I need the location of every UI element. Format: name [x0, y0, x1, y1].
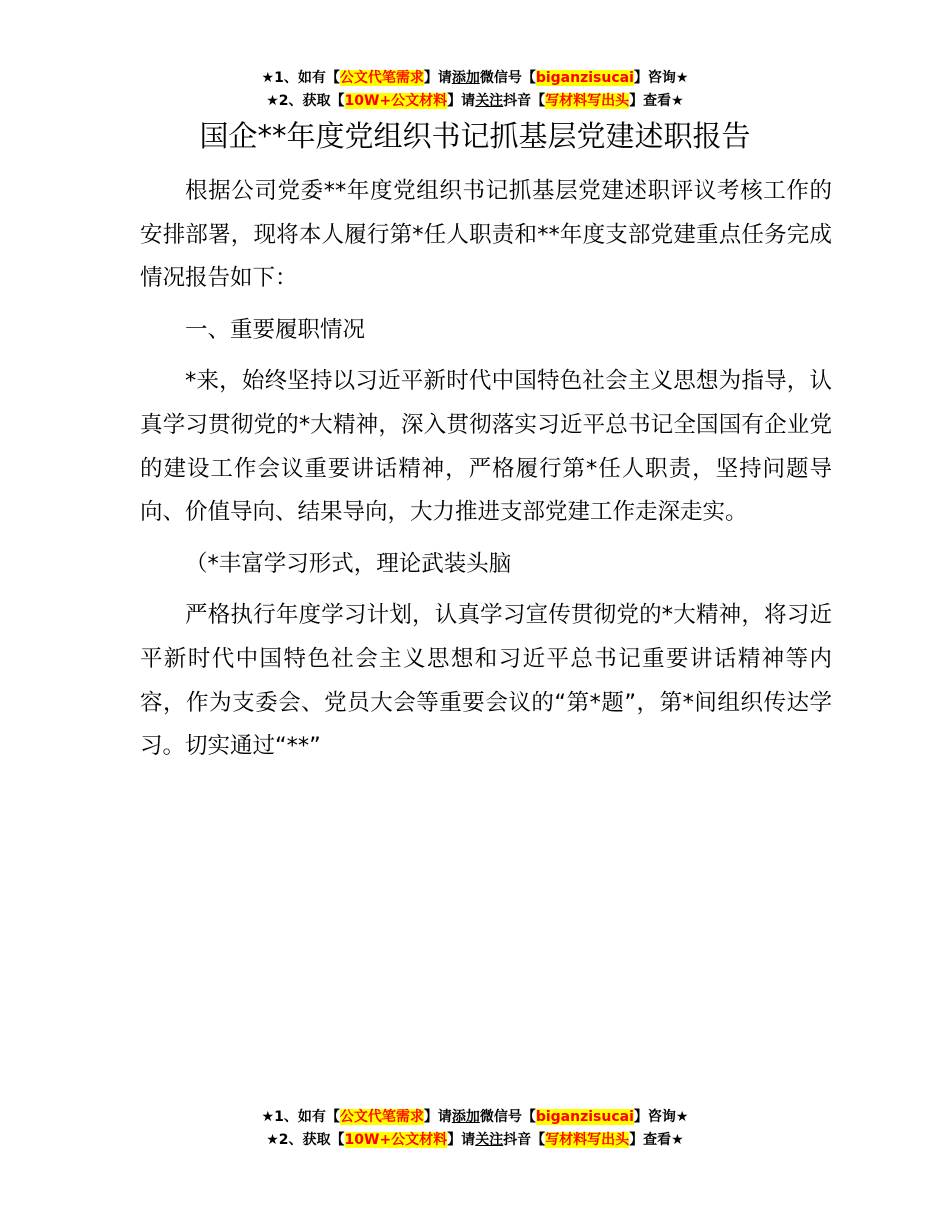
subsection-heading: （*丰富学习形式，理论武装头脑: [185, 550, 512, 577]
banner-highlight: 公文代笔需求: [339, 70, 424, 86]
document-title: 国企**年度党组织书记抓基层党建述职报告: [199, 119, 751, 153]
banner-text: 】请: [447, 93, 476, 109]
bottom-banner: [0, 1106, 950, 1152]
banner-text: ★1、如有【: [261, 70, 340, 86]
banner-highlight: 10W+公文材料: [344, 1132, 448, 1148]
document-body: [140, 170, 832, 777]
banner-line-2: [0, 1129, 950, 1152]
banner-highlight: 公文代笔需求: [339, 1109, 424, 1125]
banner-text: ★1、如有【: [261, 1109, 340, 1125]
banner-text: ★2、获取【: [266, 1132, 345, 1148]
banner-highlight-wechat-id: biganzisucai: [535, 70, 634, 86]
banner-underlined-text: 添加: [451, 1109, 480, 1125]
banner-text: 】咨询★: [633, 1109, 689, 1125]
section-heading: 一、重要履职情况: [185, 316, 366, 343]
banner-text: 】请: [423, 1109, 452, 1125]
banner-text: 】查看★: [629, 1132, 684, 1148]
banner-line-2: [0, 90, 950, 113]
banner-highlight: 10W+公文材料: [344, 93, 448, 109]
banner-text: 】请: [423, 70, 452, 86]
banner-text: 微信号【: [479, 1109, 536, 1125]
banner-text: 微信号【: [479, 70, 536, 86]
top-banner: [0, 67, 950, 113]
banner-line-1: [0, 67, 950, 90]
banner-highlight-douyin-id: 写材料写出头: [545, 1132, 630, 1148]
banner-highlight-wechat-id: biganzisucai: [535, 1109, 634, 1125]
paragraph-study: 严格执行年度学习计划，认真学习宣传贯彻党的*大精神，将习近平新时代中国特色社会主义思想和习近平总书记重要讲话精神等内容，作为支委会、党员大会等重要会议的“第*题”，第*间组织传达学习。切实通过“**”: [140, 602, 832, 760]
banner-underlined-text: 关注: [475, 93, 504, 109]
banner-text: 抖音【: [503, 1132, 546, 1148]
banner-text: ★2、获取【: [266, 93, 345, 109]
banner-underlined-text: 添加: [451, 70, 480, 86]
paragraph-intro: 根据公司党委**年度党组织书记抓基层党建述职评议考核工作的安排部署，现将本人履行第*任人职责和**年度支部党建重点任务完成情况报告如下：: [140, 178, 832, 292]
banner-text: 】请: [447, 1132, 476, 1148]
banner-underlined-text: 关注: [475, 1132, 504, 1148]
banner-line-1: [0, 1106, 950, 1129]
banner-text: 抖音【: [503, 93, 546, 109]
banner-text: 】咨询★: [633, 70, 689, 86]
banner-text: 】查看★: [629, 93, 684, 109]
banner-highlight-douyin-id: 写材料写出头: [545, 93, 630, 109]
paragraph-overview: *来，始终坚持以习近平新时代中国特色社会主义思想为指导，认真学习贯彻党的*大精神，深入贯彻落实习近平总书记全国国有企业党的建设工作会议重要讲话精神，严格履行第*任人职责，坚持问题导向、价值导向、结果导向，大力推进支部党建工作走深走实。: [140, 368, 832, 526]
